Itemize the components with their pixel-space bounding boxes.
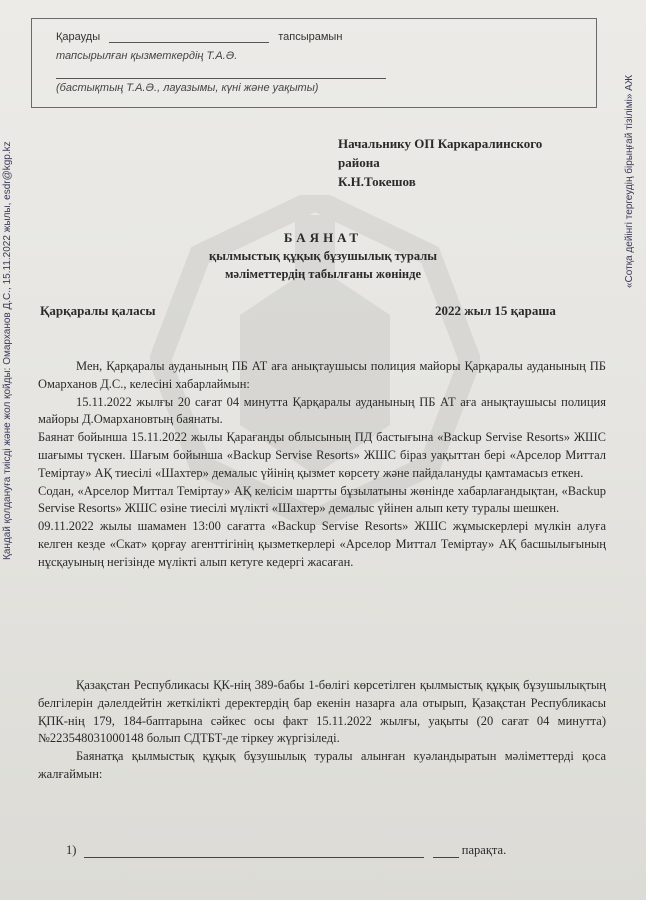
document-title: БАЯНАТ	[283, 230, 363, 245]
stamp-line2: тапсырылған қызметкердің Т.А.Ә.	[56, 50, 238, 62]
attachment-number: 1)	[66, 843, 77, 857]
paragraph-time: 15.11.2022 жылғы 20 сағат 04 минутта Қарқаралы ауданының ПБ АТ аға анықтаушысы полиция майоры Д.Омархановтың баянаты.	[38, 394, 606, 427]
attachment-suffix: парақта.	[461, 843, 507, 857]
document-place: Қарқаралы қаласы	[40, 303, 156, 318]
addressee-line3: К.Н.Токешов	[338, 174, 416, 189]
stamp-line3: (бастықтың Т.А.Ә., лауазымы, күні және уақыты)	[56, 82, 319, 94]
paragraph-complaint: Баянат бойынша 15.11.2022 жылы Қарағанды облысының ПД бастығына «Backup Servise Resorts» ЖШС шағымы түскен. Шағым бойынша «Backup Servise Resorts» ЖШС біраз уақыттан бері «Арселор Миттал Теміртау» АҚ тиесілі «Шахтер» демалыс үйінің қызмет көрсету және пайдалануды қамтамасыз еткен.	[38, 430, 606, 480]
attachment-line	[66, 843, 506, 858]
stamp-fill-line	[109, 42, 269, 43]
right-margin-mark: «Сотқа дейінгі тергеудің бірыңғай тізілімі» АЖ	[624, 74, 635, 288]
paragraph-intro: Мен, Қарқаралы ауданының ПБ АТ аға анықтаушысы полиция майоры Қарқаралы ауданының ПБ Омарханов Д.С., келесіні хабарлаймын:	[38, 359, 606, 391]
stamp-line1-prefix: Қарауды	[56, 31, 101, 43]
stamp-line1-suffix: тапсырамын	[278, 31, 343, 43]
report-body	[38, 358, 606, 572]
addressee-line1: Начальнику ОП Каркаралинского	[338, 136, 543, 151]
addressee-block	[338, 134, 618, 191]
left-margin-mark: Қандай қолдануға тиісді және жол қойды: Омарханов Д.С., 15.11.2022 жылы, esdr@kgp.kz	[2, 141, 13, 560]
paragraph-registration: Қазақстан Республикасы ҚК-нің 389-бабы 1-бөлігі көрсетілген қылмыстық құқық бұзушылықтың белгілерін дәлелдейтін жеткілікті деректердің бар екенін назарға ала отырып, Қазақстан Республикасы ҚПК-нің 179, 184-баптарына сәйкес осы факт 15.11.2022 жылғы, уақыты (20 сағат 04 минутта) №223548031000148 болып СДТБТ-де тіркеу жүргізіледі.	[38, 678, 606, 746]
addressee-line2: района	[338, 155, 380, 170]
attachment-pages-fill	[433, 857, 459, 858]
attachment-fill-line	[84, 857, 424, 858]
registration-body	[38, 677, 606, 784]
document-subtitle-1: қылмыстық құқық бұзушылық туралы	[209, 249, 437, 263]
paragraph-contract: Содан, «Арселор Миттал Теміртау» АҚ келісім шартты бұзылатыны жөнінде хабарлағандықтан, «Backup Servise Resorts» ЖШС өзіне тиесілі мүлікті «Шахтер» демалыс үйінен алып кету туралы шешкен.	[38, 483, 606, 516]
stamp-fill-line-2	[56, 78, 386, 79]
document-date: 2022 жыл 15 қараша	[435, 303, 556, 318]
paragraph-incident: 09.11.2022 жылы шамамен 13:00 сағатта «Backup Servise Resorts» ЖШС жұмыскерлері мүлкін алуға келген кезде «Скат» қорғау агенттігінің қызметкерлері «Арселор Миттал Теміртау» АҚ басшылығының нұсқауының негізінде мүлікті алып кетуге кедергі жасаған.	[38, 519, 606, 569]
resolution-stamp	[31, 18, 597, 108]
paragraph-attachments: Баянатқа қылмыстық құқық бұзушылық туралы алынған куәландыратын мәліметтерді қоса жалғаймын:	[38, 749, 606, 781]
document-subtitle-2: мәліметтердің табылғаны жөнінде	[225, 267, 421, 281]
